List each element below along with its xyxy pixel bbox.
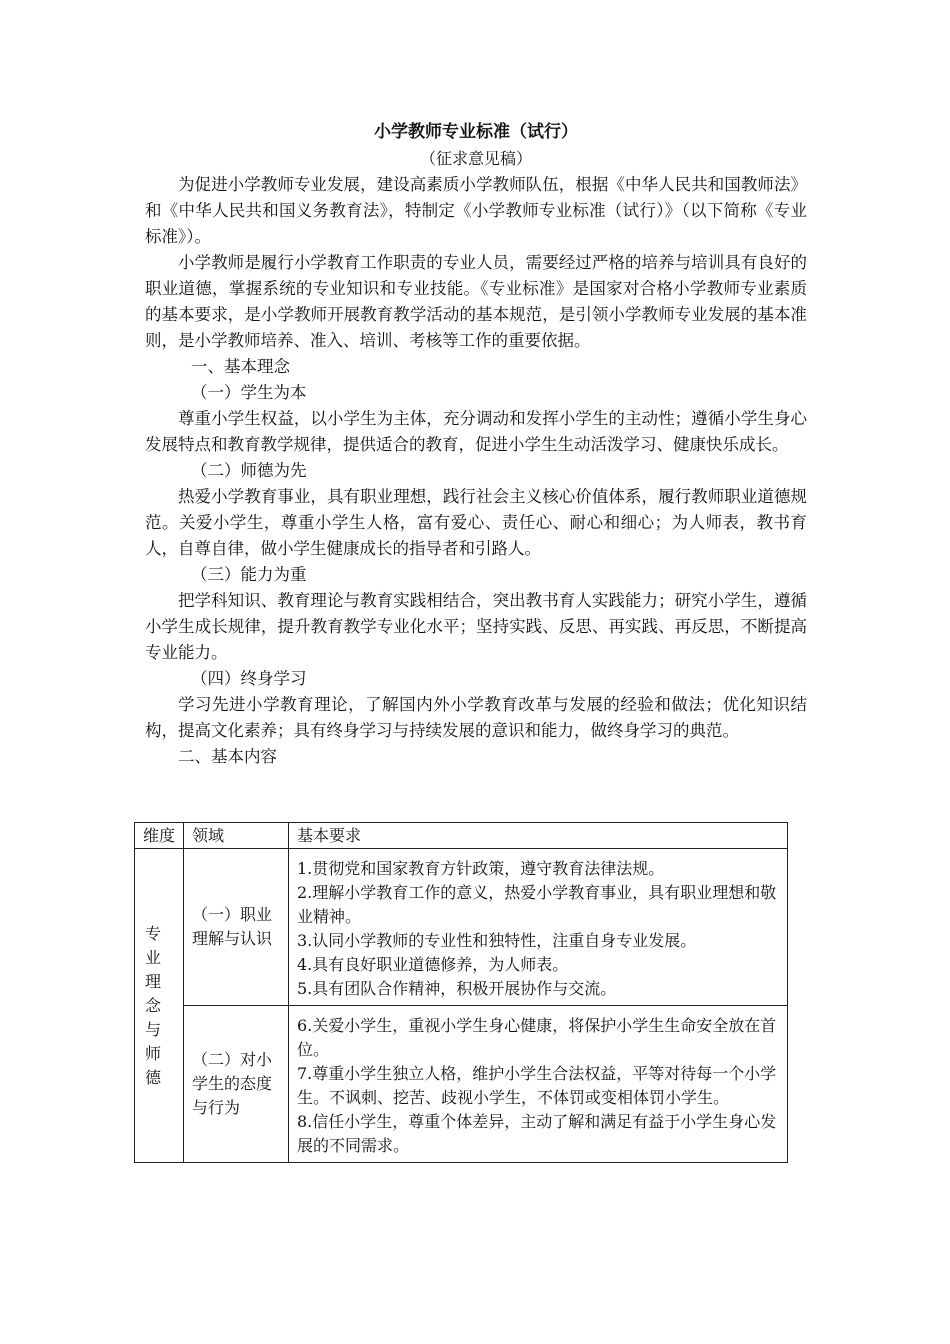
field-label: （二）对小学生的态度与行为 xyxy=(192,1050,273,1117)
subsection-heading-3: （三）能力为重 xyxy=(191,565,307,584)
subsection-heading-1: （一）学生为本 xyxy=(191,383,307,402)
document-title: 小学教师专业标准（试行） xyxy=(374,122,578,142)
subsection-heading-4: （四）终身学习 xyxy=(191,669,307,688)
document-subtitle: （征求意见稿） xyxy=(419,149,532,168)
field-cell xyxy=(184,849,289,1006)
section-heading-1: 一、基本理念 xyxy=(191,357,290,376)
table-row xyxy=(135,1006,788,1163)
subsection-text-3: 把学科知识、教育理论与教育实践相结合，突出教书育人实践能力；研究小学生，遵循小学生成长规律，提升教育教学专业化水平；坚持实践、反思、再实践、再反思，不断提高专业能力。 xyxy=(145,591,807,662)
requirement-item: 2.理解小学教育工作的意义，热爱小学教育事业，具有职业理想和敬业精神。 xyxy=(297,883,777,926)
header-field: 领域 xyxy=(184,823,289,849)
header-dimension: 维度 xyxy=(135,823,184,849)
requirement-item: 5.具有团队合作精神，积极开展协作与交流。 xyxy=(297,979,617,998)
subsection-text-4: 学习先进小学教育理论，了解国内外小学教育改革与发展的经验和做法；优化知识结构，提高文化素养；具有终身学习与持续发展的意识和能力，做终身学习的典范。 xyxy=(145,695,807,740)
subsection-heading-2: （二）师德为先 xyxy=(191,461,307,480)
table-header-row xyxy=(135,823,788,849)
table-row xyxy=(135,849,788,1006)
section-heading-2: 二、基本内容 xyxy=(178,747,277,766)
requirement-item: 4.具有良好职业道德修养，为人师表。 xyxy=(297,955,569,974)
requirement-item: 3.认同小学教师的专业性和独特性，注重自身专业发展。 xyxy=(297,931,697,950)
field-label: （一）职业理解与认识 xyxy=(192,905,273,948)
dimension-cell xyxy=(135,849,184,1163)
intro-paragraph-2: 小学教师是履行小学教育工作职责的专业人员，需要经过严格的培养与培训具有良好的职业道德，掌握系统的专业知识和专业技能。《专业标准》是国家对合格小学教师专业素质的基本要求，是小学教师开展教育教学活动的基本规范，是引领小学教师专业发展的基本准则，是小学教师培养、准入、培训、考核等工作的重要依据。 xyxy=(145,253,807,350)
requirement-item: 7.尊重小学生独立人格，维护小学生合法权益，平等对待每一个小学生。不讽刺、挖苦、歧视小学生，不体罚或变相体罚小学生。 xyxy=(297,1064,777,1107)
standards-table xyxy=(134,822,788,1163)
document-body xyxy=(145,118,807,770)
header-requirements: 基本要求 xyxy=(289,823,788,849)
requirements-cell xyxy=(289,1006,788,1163)
field-cell xyxy=(184,1006,289,1163)
requirement-item: 6.关爱小学生，重视小学生身心健康，将保护小学生生命安全放在首位。 xyxy=(297,1016,777,1059)
requirements-cell xyxy=(289,849,788,1006)
intro-paragraph-1: 为促进小学教师专业发展，建设高素质小学教师队伍，根据《中华人民共和国教师法》和《中华人民共和国义务教育法》，特制定《小学教师专业标准（试行）》（以下简称《专业标准》）。 xyxy=(145,175,807,246)
requirement-item: 1.贯彻党和国家教育方针政策，遵守教育法律法规。 xyxy=(297,859,665,878)
requirement-item: 8.信任小学生，尊重个体差异，主动了解和满足有益于小学生身心发展的不同需求。 xyxy=(297,1112,777,1155)
subsection-text-1: 尊重小学生权益，以小学生为主体，充分调动和发挥小学生的主动性；遵循小学生身心发展特点和教育教学规律，提供适合的教育，促进小学生生动活泼学习、健康快乐成长。 xyxy=(145,409,807,454)
dimension-label: 专业理念与师德 xyxy=(145,923,162,1087)
subsection-text-2: 热爱小学教育事业，具有职业理想，践行社会主义核心价值体系，履行教师职业道德规范。关爱小学生，尊重小学生人格，富有爱心、责任心、耐心和细心；为人师表，教书育人，自尊自律，做小学生健康成长的指导者和引路人。 xyxy=(145,487,807,558)
